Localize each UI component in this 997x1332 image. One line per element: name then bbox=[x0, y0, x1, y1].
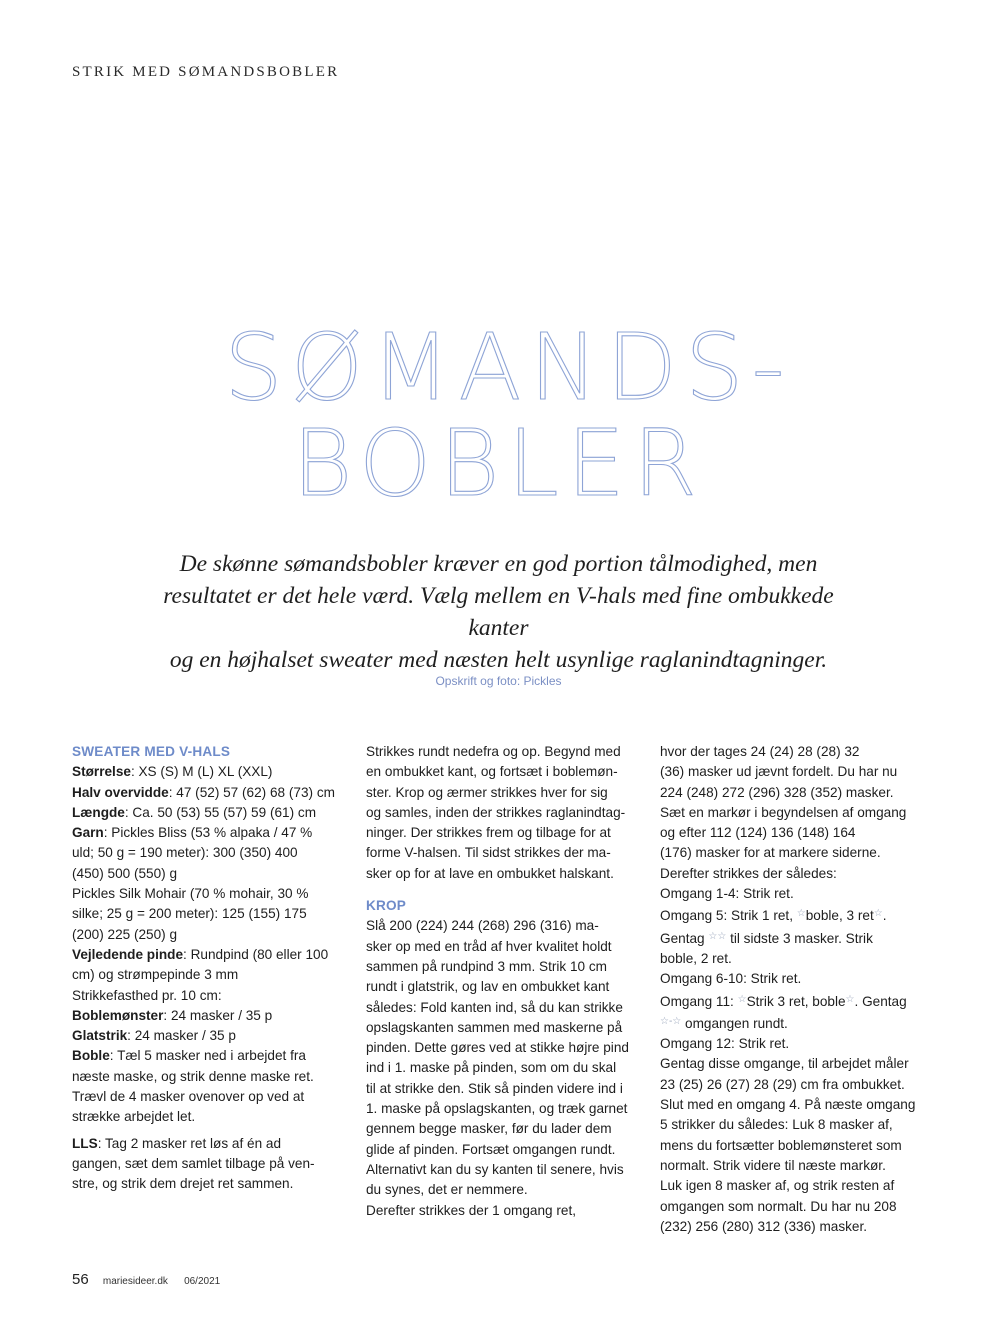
text-line: mens du fortsætter boblemønsteret som bbox=[660, 1137, 902, 1153]
term-label: Længde bbox=[72, 804, 125, 820]
text-part: boble, 3 ret bbox=[805, 908, 874, 924]
term-value: : Rundpind (80 eller 100 bbox=[183, 946, 329, 962]
term-value: : 24 masker / 35 p bbox=[127, 1028, 236, 1044]
text-part: . Gentag bbox=[854, 993, 907, 1009]
lead-line: De skønne sømandsbobler kræver en god portion tålmodighed, men bbox=[179, 551, 818, 577]
column-3 bbox=[660, 742, 930, 1237]
text-line: gangen, sæt dem samlet tilbage på ven- bbox=[72, 1155, 315, 1171]
term-label: Boble bbox=[72, 1048, 110, 1064]
text-part: til sidste 3 masker. Strik bbox=[726, 930, 873, 946]
repeat-line bbox=[660, 1012, 930, 1034]
title-line-2: BOBLER bbox=[292, 410, 705, 517]
text-line: opslagskanten sammen med maskerne på bbox=[366, 1019, 623, 1035]
text-line: Luk igen 8 masker af, og strik resten af bbox=[660, 1178, 895, 1194]
text-line: gennem begge masker, før du lader dem bbox=[366, 1121, 612, 1137]
text-line: ninger. Der strikkes frem og tilbage for at bbox=[366, 825, 611, 841]
text-line: forme V-halsen. Til sidst strikkes der ma- bbox=[366, 845, 611, 861]
text-line: rundt i glatstrik, og lav en ombukket kant bbox=[366, 979, 610, 995]
text-line: omgangen som normalt. Du har nu 208 bbox=[660, 1198, 897, 1214]
section-kicker: STRIK MED SØMANDSBOBLER bbox=[72, 64, 340, 80]
needles-line bbox=[72, 945, 342, 965]
lls-line bbox=[72, 1134, 342, 1154]
term-label: Vejledende pinde bbox=[72, 946, 184, 962]
text-line: normalt. Strik videre til næste markør. bbox=[660, 1157, 886, 1173]
text-line: sker op for at lave en ombukket halskant. bbox=[366, 865, 614, 881]
text-line: strække arbejdet let. bbox=[72, 1109, 196, 1125]
text-line: og efter 112 (124) 136 (148) 164 bbox=[660, 825, 856, 841]
text-line: pinden. Dette gøres ved at stikke højre pind bbox=[366, 1040, 629, 1056]
text-line: til at strikke den. Stik så pinden videre ind i bbox=[366, 1080, 623, 1096]
term-label: Størrelse bbox=[72, 764, 131, 780]
text-line: Slå 200 (224) 244 (268) 296 (316) ma- bbox=[366, 918, 599, 934]
text-line: stre, og strik dem drejet ret sammen. bbox=[72, 1176, 294, 1192]
section-heading: SWEATER MED V-HALS bbox=[72, 744, 231, 759]
star-icon: ☆ bbox=[873, 908, 883, 920]
round-5-line: Omgang 5: Strik 1 ret, ☆boble, 3 ret☆. bbox=[660, 908, 887, 924]
stockinette-line bbox=[72, 1026, 342, 1046]
text-part: Omgang 11: bbox=[660, 993, 738, 1009]
text-line: cm) og strømpepinde 3 mm bbox=[72, 967, 239, 983]
double-star-icon: ☆-☆ bbox=[660, 1015, 682, 1027]
yarn-line bbox=[72, 823, 342, 843]
text-line: og samles, inden der strikkes raglanindtag- bbox=[366, 804, 626, 820]
lead-line: og en højhalset sweater med næsten helt usynlige raglanindtagninger. bbox=[169, 647, 828, 673]
website-link[interactable]: mariesideer.dk bbox=[102, 1276, 168, 1287]
photo-credit: Opskrift og foto: Pickles bbox=[435, 674, 562, 688]
star-icon: ☆ bbox=[845, 993, 855, 1005]
text-line: således: Fold kanten ind, så du kan strikke bbox=[366, 999, 623, 1015]
column-2 bbox=[366, 742, 636, 1221]
text-line: ster. Krop og ærmer strikkes hver for sig bbox=[366, 784, 608, 800]
text-line: Sæt en markør i begyndelsen af omgang bbox=[660, 804, 907, 820]
text-part: Gentag bbox=[660, 930, 709, 946]
text-line: du synes, det er nemmere. bbox=[366, 1182, 528, 1198]
term-value: : Pickles Bliss (53 % alpaka / 47 % bbox=[103, 825, 313, 841]
text-line: en ombukket kant, og fortsæt i boblemøn- bbox=[366, 764, 618, 780]
text-line: silke; 25 g = 200 meter): 125 (155) 175 bbox=[72, 906, 307, 922]
text-line: 224 (248) 272 (296) 328 (352) masker. bbox=[660, 784, 894, 800]
length-line bbox=[72, 803, 342, 823]
text-line: næste maske, og strik denne maske ret. bbox=[72, 1068, 314, 1084]
page-number: 56 bbox=[72, 1271, 89, 1288]
term-label: Glatstrik bbox=[72, 1028, 128, 1044]
text-line: Omgang 6-10: Strik ret. bbox=[660, 971, 802, 987]
lead-line: resultatet er det hele værd. Vælg mellem en V-hals med fine ombukkede kanter bbox=[163, 583, 834, 641]
text-line: Gentag disse omgange, til arbejdet måler bbox=[660, 1056, 909, 1072]
title-line-1: SØMANDS- bbox=[224, 314, 793, 421]
term-label: Boblemønster bbox=[72, 1007, 164, 1023]
term-value: : Tag 2 masker ret løs af én ad bbox=[97, 1135, 282, 1151]
size-line bbox=[72, 762, 342, 782]
issue-date: 06/2021 bbox=[184, 1276, 221, 1287]
text-line: Omgang 12: Strik ret. bbox=[660, 1036, 790, 1052]
text-line: Omgang 1-4: Strik ret. bbox=[660, 886, 794, 902]
star-icon: ☆ bbox=[796, 908, 806, 920]
column-1 bbox=[72, 742, 342, 1195]
text-line: boble, 2 ret. bbox=[660, 950, 732, 966]
text-line: glide af pinden. Fortsæt omgangen rundt. bbox=[366, 1141, 616, 1157]
round-11-line bbox=[660, 990, 930, 1012]
text-line: sammen på rundpind 3 mm. Strik 10 cm bbox=[366, 958, 608, 974]
term-value: : Ca. 50 (53) 55 (57) 59 (61) cm bbox=[124, 804, 317, 820]
text-line: (36) masker ud jævnt fordelt. Du har nu bbox=[660, 764, 898, 780]
text-line: ind i 1. maske på pinden, som om du skal bbox=[366, 1060, 617, 1076]
text-line: (450) 500 (550) g bbox=[72, 865, 178, 881]
term-value: : XS (S) M (L) XL (XXL) bbox=[130, 764, 273, 780]
text-line: uld; 50 g = 190 meter): 300 (350) 400 bbox=[72, 845, 298, 861]
text-line: Alternativt kan du sy kanten til senere, hvis bbox=[366, 1161, 624, 1177]
star-icon: ☆ bbox=[737, 993, 747, 1005]
page-footer bbox=[72, 1271, 220, 1288]
text-line: 1. maske på opslagskanten, og træk garnet bbox=[366, 1101, 628, 1117]
text-line: Pickles Silk Mohair (70 % mohair, 30 % bbox=[72, 886, 309, 902]
text-line: Trævl de 4 masker ovenover op ved at bbox=[72, 1089, 305, 1105]
text-line: Slut med en omgang 4. På næste omgang bbox=[660, 1097, 916, 1113]
term-label: Garn bbox=[72, 825, 104, 841]
text-line: (200) 225 (250) g bbox=[72, 926, 178, 942]
text-part: Strik 3 ret, boble bbox=[746, 993, 846, 1009]
term-value: : 47 (52) 57 (62) 68 (73) cm bbox=[168, 784, 335, 800]
text-line: Strikkefasthed pr. 10 cm: bbox=[72, 987, 222, 1003]
text-line: hvor der tages 24 (24) 28 (28) 32 bbox=[660, 744, 860, 759]
repeat-line bbox=[660, 927, 930, 949]
text-line: Derefter strikkes der 1 omgang ret, bbox=[366, 1202, 577, 1218]
text-line: sker op med en tråd af hver kvalitet holdt bbox=[366, 938, 612, 954]
term-value: : Tæl 5 masker ned i arbejdet fra bbox=[109, 1048, 306, 1064]
term-value: : 24 masker / 35 p bbox=[163, 1007, 273, 1023]
text-line: (176) masker for at markere siderne. bbox=[660, 845, 881, 861]
term-label: Halv overvidde bbox=[72, 784, 169, 800]
width-line bbox=[72, 783, 342, 803]
section-heading: KROP bbox=[366, 898, 407, 914]
bubble-pattern-line bbox=[72, 1006, 342, 1026]
text-part: Omgang 5: Strik 1 ret, bbox=[660, 908, 797, 924]
text-part: omgangen rundt. bbox=[681, 1015, 788, 1031]
double-star-icon: ☆☆ bbox=[708, 930, 727, 942]
boble-line bbox=[72, 1046, 342, 1066]
text-line: Derefter strikkes der således: bbox=[660, 865, 837, 881]
term-label: LLS bbox=[72, 1135, 98, 1151]
text-line: (232) 256 (280) 312 (336) masker. bbox=[660, 1218, 868, 1234]
text-line: Strikkes rundt nedefra og op. Begynd med bbox=[366, 744, 621, 759]
lead-paragraph bbox=[150, 548, 847, 676]
text-line: 5 strikker du således: Luk 8 masker af, bbox=[660, 1117, 893, 1133]
text-line: 23 (25) 26 (27) 28 (29) cm fra ombukket. bbox=[660, 1076, 905, 1092]
